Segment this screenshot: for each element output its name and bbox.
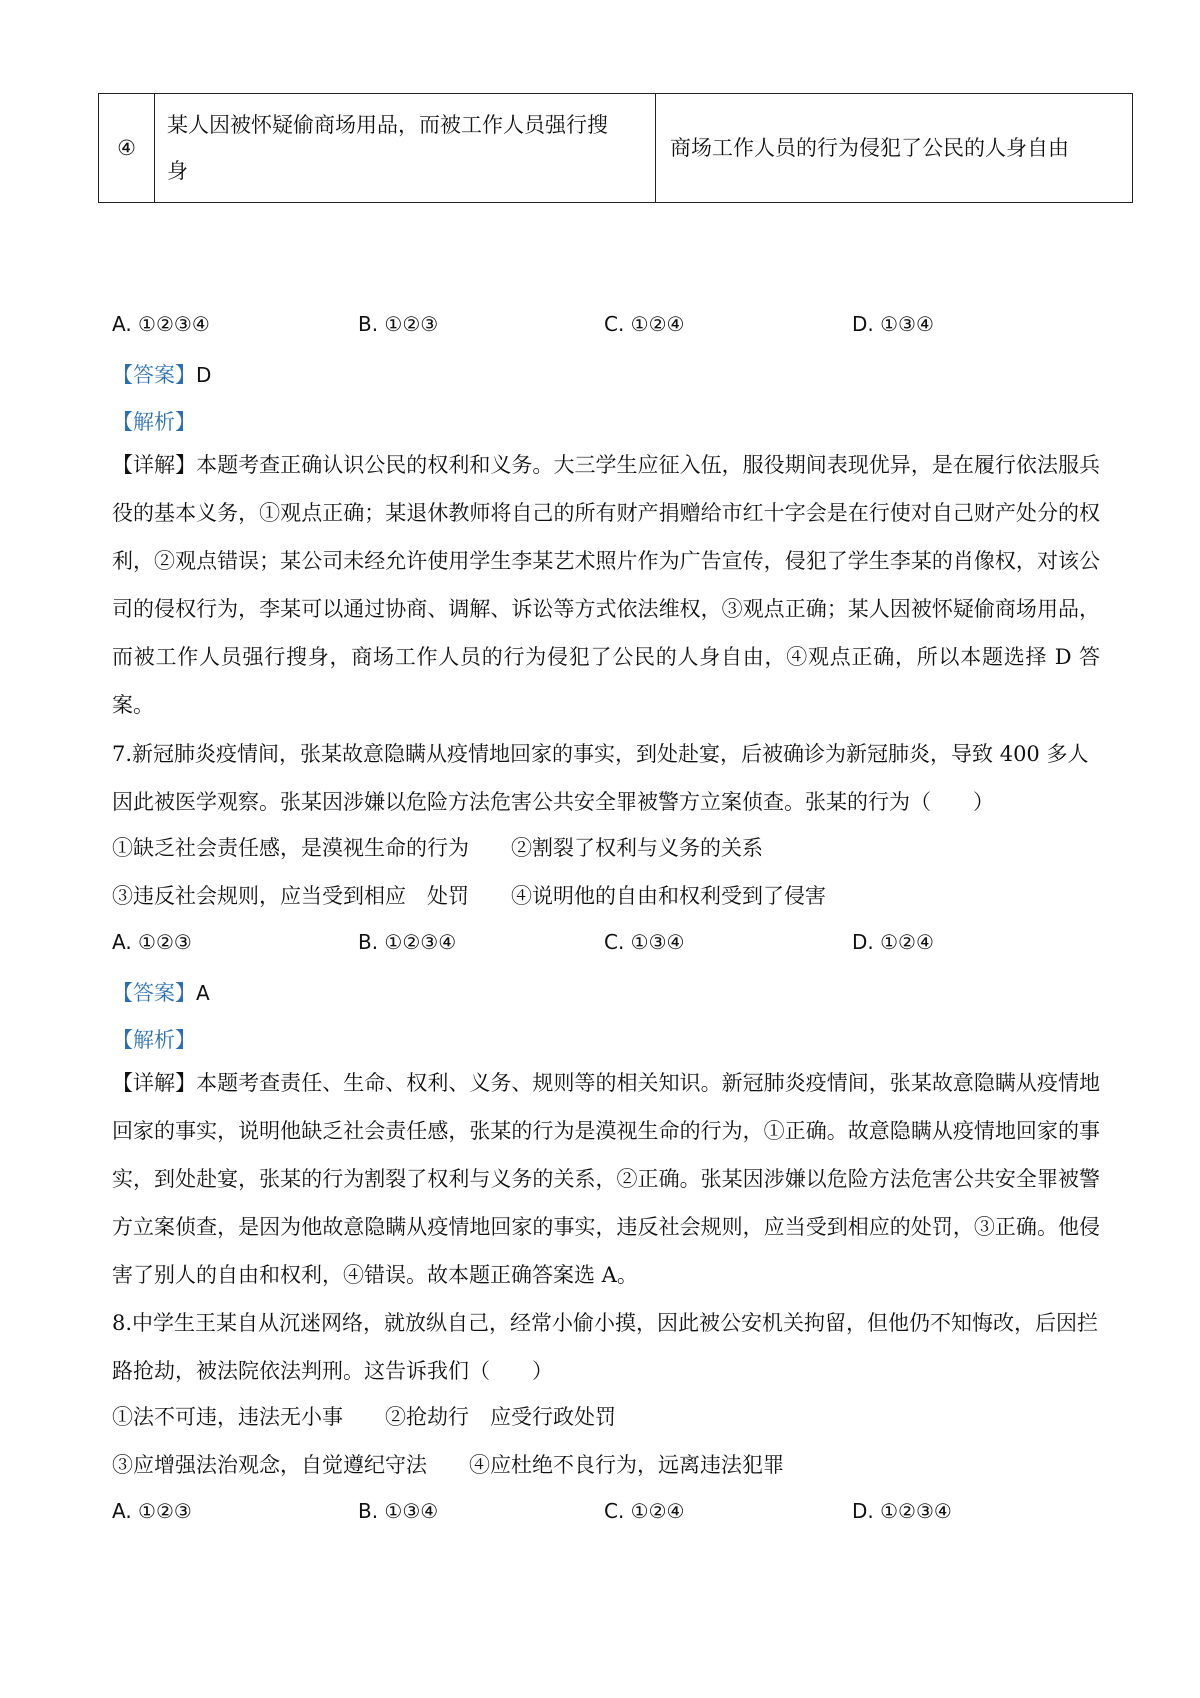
- answer-value: D: [196, 363, 212, 387]
- q6-option-d: D. ①③④: [852, 312, 934, 336]
- q7-statements-2: ③违反社会规则，应当受到相应 处罚 ④说明他的自由和权利受到了侵害: [112, 884, 826, 908]
- table-row: [99, 94, 1133, 203]
- q6-answer: [112, 359, 211, 389]
- q6-option-c: C. ①②④: [604, 312, 685, 336]
- judgement-cell: 商场工作人员的行为侵犯了公民的人身自由: [656, 94, 1133, 203]
- q7-option-a: A. ①②③: [112, 930, 192, 954]
- judgement-table: [98, 93, 1133, 203]
- q7-stem: 7.新冠肺炎疫情间，张某故意隐瞒从疫情地回家的事实，到处赴宴，后被确诊为新冠肺炎，导致 400 多人因此被医学观察。张某因涉嫌以危险方法危害公共安全罪被警方立案侦查。张某的行为（ ）: [112, 742, 1089, 814]
- q7-detail: 【详解】本题考查责任、生命、权利、义务、规则等的相关知识。新冠肺炎疫情间，张某故意隐瞒从疫情地回家的事实，说明他缺乏社会责任感，张某的行为是漠视生命的行为，①正确。故意隐瞒从疫情地回家的事实，到处赴宴，张某的行为割裂了权利与义务的关系，②正确。张某因涉嫌以危险方法危害公共安全罪被警方立案侦查，是因为他故意隐瞒从疫情地回家的事实，违反社会规则，应当受到相应的处罚，③正确。他侵害了别人的自由和权利，④错误。故本题正确答案选 A。: [112, 1071, 1100, 1287]
- q7-option-d: D. ①②④: [852, 930, 934, 954]
- row-number: ④: [99, 94, 155, 203]
- q7-option-c: C. ①③④: [604, 930, 685, 954]
- q8-stem: 8.中学生王某自从沉迷网络，就放纵自己，经常小偷小摸，因此被公安机关拘留，但他仍不知悔改，后因拦路抢劫，被法院依法判刑。这告诉我们（ ）: [112, 1311, 1099, 1383]
- answer-tag: 【答案】: [112, 363, 196, 387]
- q8-option-b: B. ①③④: [358, 1499, 439, 1523]
- q8-option-d: D. ①②③④: [852, 1499, 952, 1523]
- q6-option-b: B. ①②③: [358, 312, 439, 336]
- q8-statements-2: ③应增强法治观念，自觉遵纪守法 ④应杜绝不良行为，远离违法犯罪: [112, 1453, 784, 1477]
- scenario-line-1: 某人因被怀疑偷商场用品，而被工作人员强行搜: [167, 113, 608, 137]
- scenario-cell: [155, 94, 656, 203]
- q8-option-c: C. ①②④: [604, 1499, 685, 1523]
- answer-value: A: [196, 981, 210, 1005]
- q8-option-a: A. ①②③: [112, 1499, 192, 1523]
- q7-analysis-tag: 【解析】: [112, 1028, 196, 1052]
- q7-answer: [112, 977, 210, 1007]
- answer-tag: 【答案】: [112, 981, 196, 1005]
- q6-option-a: A. ①②③④: [112, 312, 210, 336]
- q6-detail: 【详解】本题考查正确认识公民的权利和义务。大三学生应征入伍，服役期间表现优异，是在履行依法服兵役的基本义务，①观点正确；某退休教师将自己的所有财产捐赠给市红十字会是在行使对自己财产处分的权利，②观点错误；某公司未经允许使用学生李某艺术照片作为广告宣传，侵犯了学生李某的肖像权，对该公司的侵权行为，李某可以通过协商、调解、诉讼等方式依法维权，③观点正确；某人因被怀疑偷商场用品，而被工作人员强行搜身，商场工作人员的行为侵犯了公民的人身自由，④观点正确，所以本题选择 D 答案。: [112, 453, 1100, 717]
- q7-statements-1: ①缺乏社会责任感，是漠视生命的行为 ②割裂了权利与义务的关系: [112, 836, 763, 860]
- q7-option-b: B. ①②③④: [358, 930, 457, 954]
- scenario-line-2: 身: [167, 159, 188, 183]
- q8-statements-1: ①法不可违，违法无小事 ②抢劫行 应受行政处罚: [112, 1405, 616, 1429]
- q6-analysis-tag: 【解析】: [112, 410, 196, 434]
